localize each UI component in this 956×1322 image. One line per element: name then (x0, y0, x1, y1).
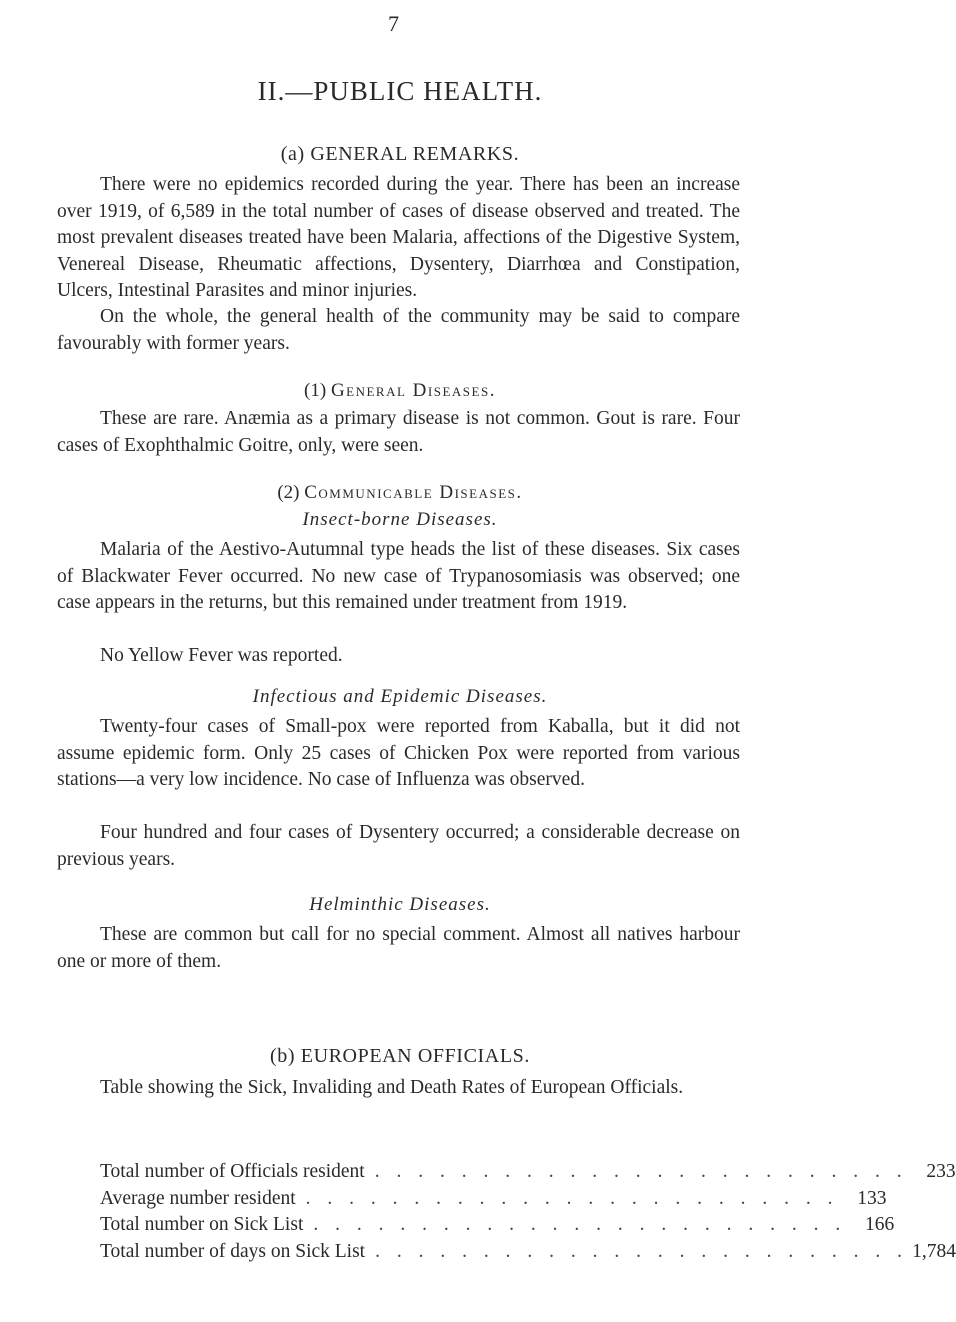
section-b-heading: (b) EUROPEAN OFFICIALS. (270, 1045, 530, 1067)
officials-stats-table (100, 1159, 956, 1265)
general-remarks-paragraph-2: On the whole, the general health of the community may be said to compare favourably with former years. (57, 306, 740, 354)
dot-leader: . . . . . . . . . . . . . . . . . . . . . . . . . (375, 1240, 908, 1262)
stat-label: Total number of days on Sick List (100, 1240, 366, 1262)
general-diseases-number: (1) (304, 380, 327, 401)
stat-value: 133 (857, 1187, 887, 1209)
communicable-diseases-number: (2) (277, 482, 300, 503)
insect-borne-paragraph-1: Malaria of the Aestivo-Autumnal type heads the list of these diseases. Six cases of Blackwater Fever occurred. No new case of Trypanosomiasis was observed; one case appears in the returns, but this remained under treatment from 1919. (57, 539, 740, 613)
stat-row (100, 1239, 956, 1266)
general-remarks-paragraph-1: There were no epidemics recorded during the year. There has been an increase over 1919, of 6,589 in the total number of cases of disease observed and treated. The most prevalent diseases treated have been Malaria, affections of the Digestive System, Venereal Disease, Rheumatic affections, Dysentery, Diarrhœa and Constipation, Ulcers, Intestinal Parasites and minor injuries. (57, 174, 740, 301)
stat-row (100, 1159, 956, 1186)
page-number: 7 (388, 11, 399, 36)
stat-label: Average number resident (100, 1187, 296, 1209)
infectious-heading: Infectious and Epidemic Diseases. (252, 686, 548, 707)
stat-row (100, 1186, 887, 1213)
stat-row (100, 1212, 895, 1239)
communicable-diseases-heading (0, 482, 800, 504)
stat-value: 166 (865, 1214, 895, 1235)
helminthic-heading: Helminthic Diseases. (309, 894, 491, 915)
section-a-heading: (a) GENERAL REMARKS. (280, 143, 520, 165)
general-diseases-heading (0, 380, 800, 402)
general-diseases-title: General Diseases. (330, 380, 496, 401)
european-officials-intro: Table showing the Sick, Invaliding and Death Rates of European Officials. (100, 1077, 684, 1098)
stat-value: 233 (926, 1161, 956, 1182)
helminthic-paragraph: These are common but call for no special comment. Almost all natives harbour one or more of them. (57, 924, 740, 972)
infectious-paragraph-2: Four hundred and four cases of Dysentery occurred; a considerable decrease on previous years. (57, 822, 740, 870)
general-diseases-paragraph: These are rare. Anæmia as a primary disease is not common. Gout is rare. Four cases of Exophthalmic Goitre, only, were seen. (57, 408, 740, 456)
infectious-paragraph-1: Twenty-four cases of Small-pox were reported from Kaballa, but it did not assume epidemic form. Only 25 cases of Chicken Pox were reported from various stations—a very low incidence. No case of Influenza was observed. (57, 716, 740, 790)
stat-label: Total number of Officials resident (100, 1161, 365, 1182)
dot-leader: . . . . . . . . . . . . . . . . . . . . . . . . . (374, 1161, 908, 1182)
dot-leader: . . . . . . . . . . . . . . . . . . . . . . . . . (313, 1214, 847, 1235)
stat-value: 1,784 (912, 1240, 956, 1262)
dot-leader: . . . . . . . . . . . . . . . . . . . . . . . . . (305, 1187, 839, 1209)
communicable-diseases-title: Communicable Diseases. (304, 482, 523, 503)
chapter-title: II.—PUBLIC HEALTH. (257, 76, 543, 106)
insect-borne-paragraph-2: No Yellow Fever was reported. (100, 645, 343, 666)
stat-label: Total number on Sick List (100, 1214, 304, 1235)
insect-borne-heading: Insect-borne Diseases. (302, 509, 498, 530)
